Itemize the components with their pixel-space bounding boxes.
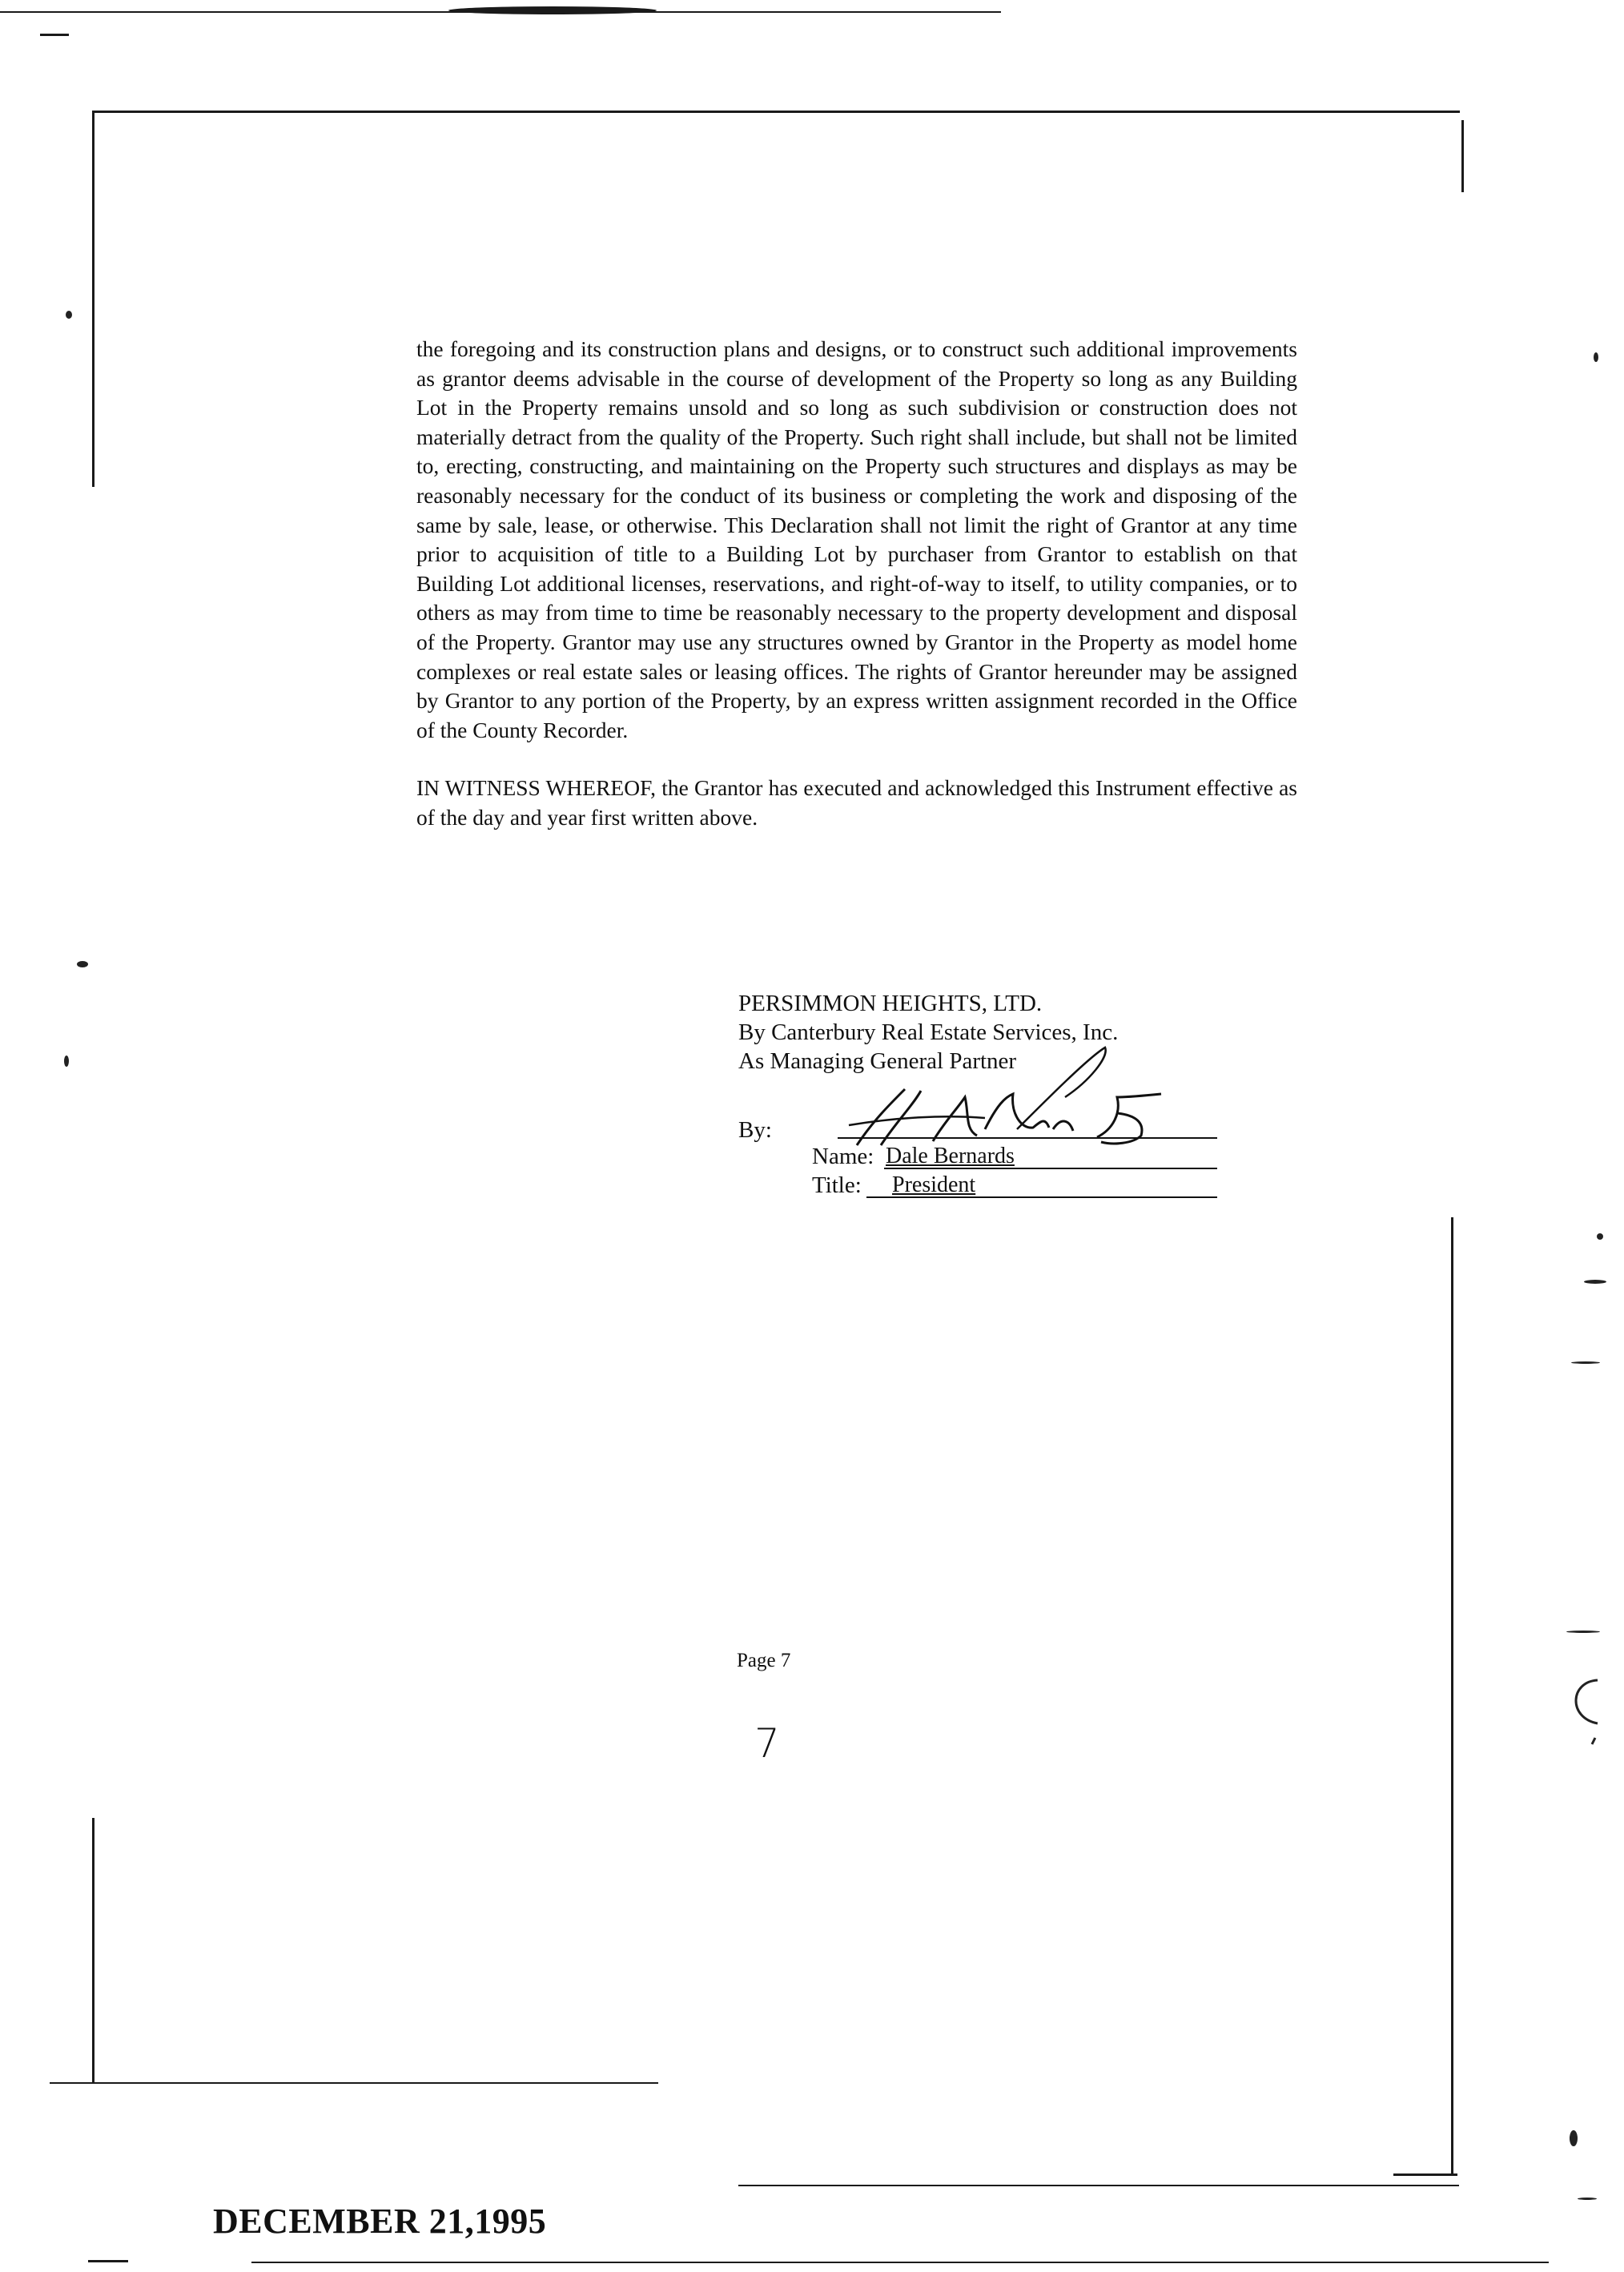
- handwritten-page-number: 7: [754, 1720, 780, 1767]
- name-value: Dale Bernards: [886, 1144, 1015, 1168]
- bottom-edge-dash: [88, 2260, 128, 2262]
- document-body: [416, 335, 1297, 833]
- frame-right-tick: [1461, 120, 1464, 192]
- scan-artifact-curl: [1562, 1674, 1610, 1746]
- scan-speck: [64, 1056, 69, 1067]
- title-label: Title:: [812, 1172, 862, 1198]
- grantor-entity-name: PERSIMMON HEIGHTS, LTD.: [738, 991, 1043, 1016]
- frame-right-line: [1451, 1217, 1453, 2174]
- scan-speck: [77, 961, 88, 967]
- frame-top-line: [92, 111, 1460, 113]
- scan-speck: [1584, 1280, 1606, 1284]
- by-label: By:: [738, 1117, 772, 1143]
- date-stamp: DECEMBER 21,1995: [213, 2202, 547, 2241]
- bottom-edge-line: [251, 2262, 1549, 2263]
- body-paragraph: the foregoing and its construction plans and designs, or to construct such additional improvements as grantor deems advisable in the course of development of the Property so long as any Building Lot in the Property remains unsold and so long as such subdivision or construction does not materially detract from the quality of the Property. Such right shall include, but shall not be limited to, erecting, constructing, and maintaining on the Property such structures and displays as may be reasonably necessary for the conduct of its business or completing the work and disposing of the same by sale, lease, or otherwise. This Declaration shall not limit the right of Grantor at any time prior to acquisition of title to a Building Lot by purchaser from Grantor to establish on that Building Lot additional licenses, reservations, and right-of-way to itself, to utility companies, or to others as may from time to time be reasonably necessary to the property development and disposal of the Property. Grantor may use any structures owned by Grantor in the Property as model home complexes or real estate sales or leasing offices. The rights of Grantor hereunder may be assigned by Grantor to any portion of the Property, by an express written assignment recorded in the Office of the County Recorder.: [416, 336, 1297, 742]
- name-label: Name:: [812, 1144, 874, 1169]
- scan-speck: [1597, 1233, 1603, 1240]
- scan-speck: [1570, 2130, 1578, 2146]
- scan-artifact-top-smudge: [448, 6, 657, 14]
- name-line: [884, 1168, 1217, 1169]
- scan-speck: [1578, 2198, 1597, 2200]
- frame-bottom-line-right-thick: [1393, 2173, 1457, 2176]
- page-number-label: Page 7: [737, 1650, 791, 1671]
- scan-speck: [1594, 352, 1598, 362]
- title-line: [866, 1196, 1217, 1198]
- scan-artifact-top-left-dash: [40, 34, 69, 36]
- frame-bottom-line-right: [738, 2185, 1459, 2186]
- scan-speck: [1571, 1361, 1600, 1364]
- frame-bottom-line-left: [50, 2082, 658, 2084]
- frame-bottom-left-line: [92, 1818, 94, 2082]
- witness-paragraph: IN WITNESS WHEREOF, the Grantor has executed and acknowledged this Instrument effective as of the day and year first written above.: [416, 775, 1297, 830]
- scan-speck: [1566, 1631, 1600, 1633]
- grantor-role-line: As Managing General Partner: [738, 1048, 1017, 1074]
- scan-speck: [66, 311, 72, 319]
- frame-left-line: [92, 111, 94, 487]
- title-value: President: [892, 1172, 976, 1197]
- grantor-by-line: By Canterbury Real Estate Services, Inc.: [738, 1019, 1119, 1045]
